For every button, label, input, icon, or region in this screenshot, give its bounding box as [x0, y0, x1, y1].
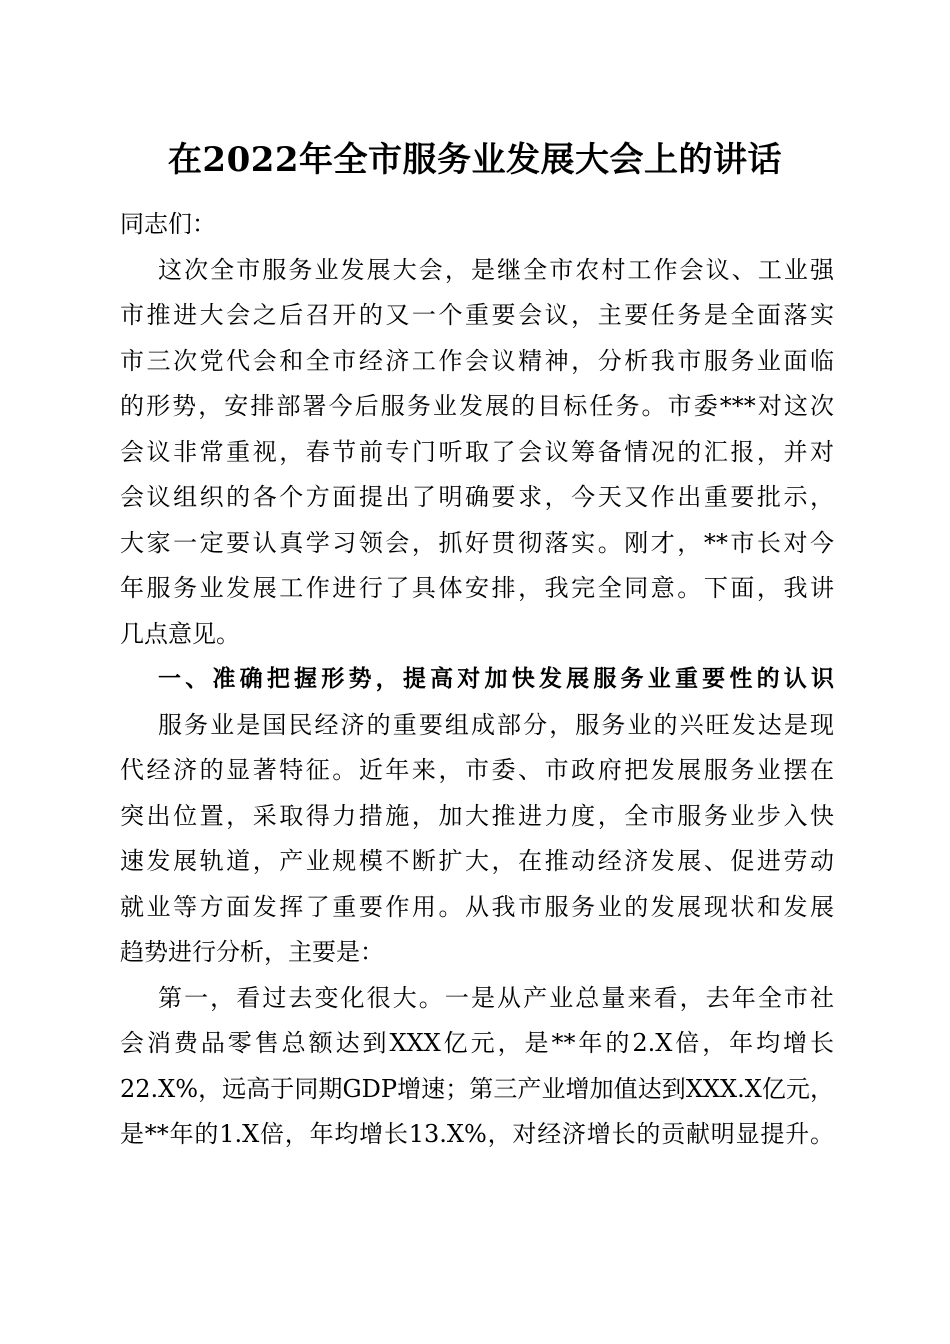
paragraph-line: 年服务业发展工作进行了具体安排，我完全同意。下面，我讲 — [120, 574, 834, 602]
paragraph-line: 几点意见。 — [120, 619, 240, 648]
paragraph-line: 会议组织的各个方面提出了明确要求，今天又作出重要批示， — [120, 483, 834, 511]
paragraph-line: 市推进大会之后召开的又一个重要会议，主要任务是全面落实 — [120, 301, 834, 329]
paragraph-line: 速发展轨道，产业规模不断扩大，在推动经济发展、促进劳动 — [120, 847, 834, 875]
paragraph-line: 会议非常重视，春节前专门听取了会议筹备情况的汇报，并对 — [120, 437, 834, 466]
paragraph-line: 趋势进行分析，主要是： — [120, 938, 384, 966]
paragraph-line: 大家一定要认真学习领会，抓好贯彻落实。刚才，**市长对今 — [120, 528, 834, 557]
paragraph-line: 第一，看过去变化很大。一是从产业总量来看，去年全市社 — [158, 983, 834, 1012]
section-paragraph-2 — [120, 976, 834, 1158]
paragraph-line: 服务业是国民经济的重要组成部分，服务业的兴旺发达是现 — [158, 710, 834, 739]
section-paragraph-1 — [120, 703, 834, 976]
paragraph-line: 突出位置，采取得力措施，加大推进力度，全市服务业步入快 — [120, 801, 834, 830]
paragraph-line: 是**年的1.X倍，年均增长13.X%，对经济增长的贡献明显提升。 — [120, 1120, 834, 1148]
paragraph-line: 代经济的显著特征。近年来，市委、市政府把发展服务业摆在 — [120, 756, 834, 784]
paragraph-line: 会消费品零售总额达到XXX亿元，是**年的2.X倍，年均增长 — [120, 1029, 834, 1057]
paragraph-line: 就业等方面发挥了重要作用。从我市服务业的发展现状和发展 — [120, 892, 834, 921]
salutation: 同志们： — [120, 210, 216, 238]
intro-paragraph — [120, 248, 834, 658]
document-title: 在2022年全市服务业发展大会上的讲话 — [167, 140, 783, 180]
paragraph-line: 的形势，安排部署今后服务业发展的目标任务。市委***对这次 — [120, 392, 834, 420]
paragraph-line: 这次全市服务业发展大会，是继全市农村工作会议、工业强 — [158, 255, 834, 284]
paragraph-line: 22.X%，远高于同期GDP增速；第三产业增加值达到XXX.X亿元， — [120, 1074, 834, 1103]
paragraph-line: 市三次党代会和全市经济工作会议精神，分析我市服务业面临 — [120, 346, 834, 375]
document-body — [120, 202, 834, 1158]
section-heading: 一、准确把握形势，提高对加快发展服务业重要性的认识 — [158, 666, 834, 692]
